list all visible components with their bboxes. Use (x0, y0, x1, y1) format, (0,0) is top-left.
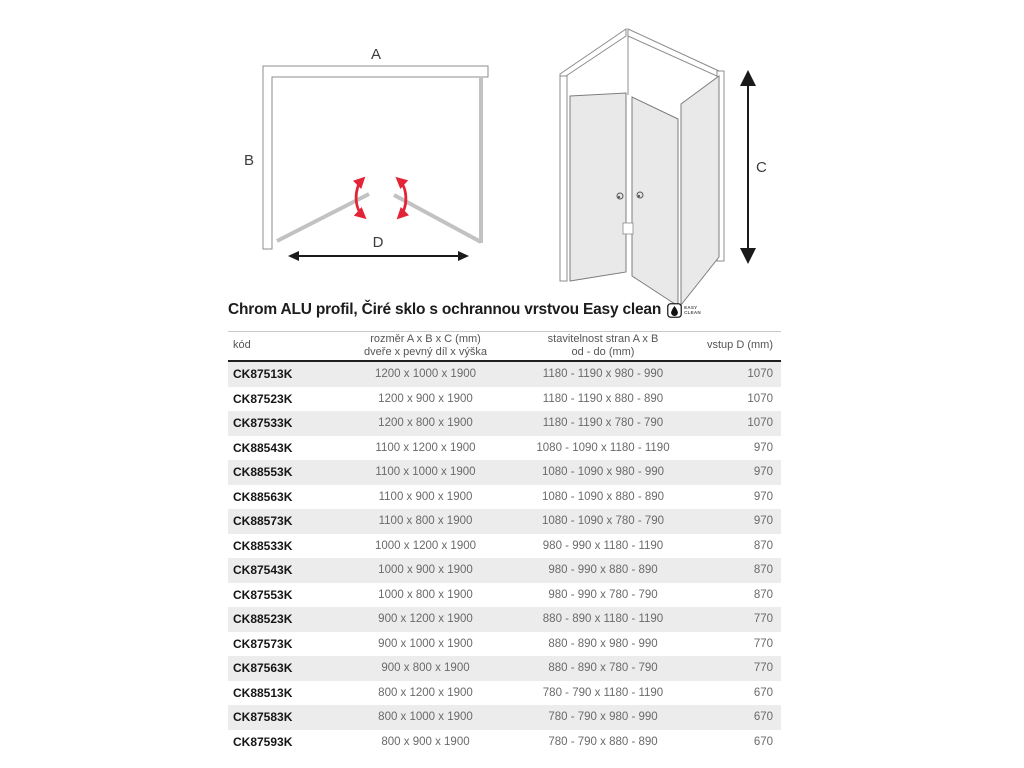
row-adjust: 1080 - 1090 x 980 - 990 (541, 466, 665, 479)
arrowhead-up-icon (740, 70, 756, 86)
row-entry: 970 (753, 466, 773, 479)
door-knob-right-icon (637, 192, 643, 198)
row-adjust: 1080 - 1090 x 1180 - 1190 (536, 441, 670, 454)
row-code: CK87553K (233, 587, 293, 602)
row-code: CK88533K (233, 538, 293, 553)
header-size: rozměr A x B x C (mm) dveře x pevný díl x výška (364, 332, 487, 358)
door-knob-right-dot (638, 195, 640, 197)
row-entry: 970 (753, 490, 773, 503)
table-row (228, 681, 781, 706)
row-code: CK87533K (233, 416, 293, 431)
row-code: CK87563K (233, 661, 293, 676)
dimension-label-a: A (370, 46, 382, 63)
row-adjust: 1180 - 1190 x 980 - 990 (542, 368, 664, 381)
left-wall-profile (560, 76, 567, 281)
row-code: CK87593K (233, 734, 293, 749)
dimension-label-b: B (243, 152, 255, 169)
row-size: 900 x 1200 x 1900 (378, 613, 473, 626)
title-row (228, 301, 788, 319)
row-size: 1200 x 900 x 1900 (378, 392, 473, 405)
row-size: 800 x 900 x 1900 (381, 735, 470, 748)
table-row (228, 705, 781, 730)
row-adjust: 980 - 990 x 1180 - 1190 (542, 539, 664, 552)
row-size: 1000 x 900 x 1900 (378, 564, 473, 577)
row-entry: 1070 (747, 368, 773, 381)
easy-clean-badge (667, 303, 701, 318)
row-size: 1200 x 1000 x 1900 (374, 368, 477, 381)
iso-diagram (545, 20, 785, 315)
fixed-panel-right (681, 76, 719, 305)
row-adjust: 780 - 790 x 880 - 890 (548, 735, 658, 748)
row-adjust: 780 - 790 x 980 - 990 (548, 711, 658, 724)
table-row (228, 411, 781, 436)
arrowhead-right-icon (458, 251, 469, 261)
row-size: 1100 x 1200 x 1900 (375, 441, 476, 454)
page-title: Chrom ALU profil, Čiré sklo s ochrannou vrstvou Easy clean (228, 301, 662, 318)
table-row (228, 362, 781, 387)
top-rail-right (628, 29, 719, 77)
row-entry: 670 (753, 735, 773, 748)
row-size: 1100 x 800 x 1900 (378, 515, 473, 528)
row-adjust: 780 - 790 x 1180 - 1190 (542, 686, 664, 699)
row-code: CK88563K (233, 489, 293, 504)
spec-table (228, 331, 781, 754)
row-code: CK88553K (233, 465, 293, 480)
row-code: CK87583K (233, 710, 293, 725)
fixed-glass-edge (479, 77, 483, 243)
row-adjust: 980 - 990 x 880 - 890 (548, 564, 658, 577)
row-entry: 670 (753, 711, 773, 724)
table-row (228, 534, 781, 559)
table-row (228, 632, 781, 657)
row-size: 1000 x 800 x 1900 (378, 588, 473, 601)
row-adjust: 880 - 890 x 780 - 790 (548, 662, 658, 675)
row-size: 1200 x 800 x 1900 (378, 417, 473, 430)
door-panel-right (632, 97, 678, 306)
table-row (228, 387, 781, 412)
row-entry: 770 (753, 662, 773, 675)
row-code: CK88513K (233, 685, 293, 700)
row-code: CK87573K (233, 636, 293, 651)
easy-clean-drop-icon (667, 303, 682, 318)
table-header (228, 331, 781, 362)
dimension-label-c: C (756, 159, 767, 176)
table-row (228, 583, 781, 608)
table-row (228, 730, 781, 755)
door-knob-left-dot (618, 196, 620, 198)
row-adjust: 980 - 990 x 780 - 790 (548, 588, 658, 601)
row-size: 900 x 800 x 1900 (381, 662, 470, 675)
row-size: 800 x 1000 x 1900 (378, 711, 473, 724)
row-adjust: 880 - 890 x 980 - 990 (548, 637, 658, 650)
easy-clean-label: EASY CLEAN (684, 304, 701, 315)
row-entry: 870 (753, 539, 773, 552)
row-size: 800 x 1200 x 1900 (378, 686, 473, 699)
header-code: kód (233, 339, 251, 352)
arrowhead-down-icon (740, 248, 756, 264)
row-entry: 870 (753, 564, 773, 577)
arrowhead-left-icon (288, 251, 299, 261)
row-entry: 970 (753, 515, 773, 528)
row-entry: 670 (753, 686, 773, 699)
row-code: CK87513K (233, 367, 293, 382)
row-entry: 1070 (747, 392, 773, 405)
row-entry: 1070 (747, 417, 773, 430)
row-entry: 870 (753, 588, 773, 601)
table-row (228, 656, 781, 681)
row-adjust: 1080 - 1090 x 780 - 790 (541, 515, 665, 528)
row-entry: 770 (753, 613, 773, 626)
table-row (228, 460, 781, 485)
table-row (228, 607, 781, 632)
row-code: CK87523K (233, 391, 293, 406)
top-rail-left (560, 29, 626, 80)
row-size: 1000 x 1200 x 1900 (374, 539, 477, 552)
row-code: CK88543K (233, 440, 293, 455)
row-code: CK87543K (233, 563, 293, 578)
row-size: 1100 x 1000 x 1900 (375, 466, 476, 479)
row-code: CK88523K (233, 612, 293, 627)
door-panel-left (570, 93, 626, 281)
row-adjust: 1080 - 1090 x 880 - 890 (541, 490, 665, 503)
table-row (228, 509, 781, 534)
row-size: 1100 x 900 x 1900 (378, 490, 473, 503)
row-code: CK88573K (233, 514, 293, 529)
row-adjust: 1180 - 1190 x 780 - 790 (542, 417, 664, 430)
row-adjust: 880 - 890 x 1180 - 1190 (542, 613, 664, 626)
header-entry: vstup D (mm) (707, 339, 773, 352)
hinge-notch (623, 223, 633, 234)
table-row (228, 558, 781, 583)
table-row (228, 485, 781, 510)
header-adjust: stavitelnost stran A x B od - do (mm) (547, 332, 659, 358)
dimension-label-d: D (372, 234, 384, 251)
row-adjust: 1180 - 1190 x 880 - 890 (542, 392, 664, 405)
table-row (228, 436, 781, 461)
row-size: 900 x 1000 x 1900 (378, 637, 473, 650)
table-body (228, 362, 781, 754)
row-entry: 770 (753, 637, 773, 650)
plan-diagram (235, 35, 495, 265)
wall-frame (263, 66, 488, 249)
row-entry: 970 (753, 441, 773, 454)
door-knob-left-icon (617, 193, 623, 199)
